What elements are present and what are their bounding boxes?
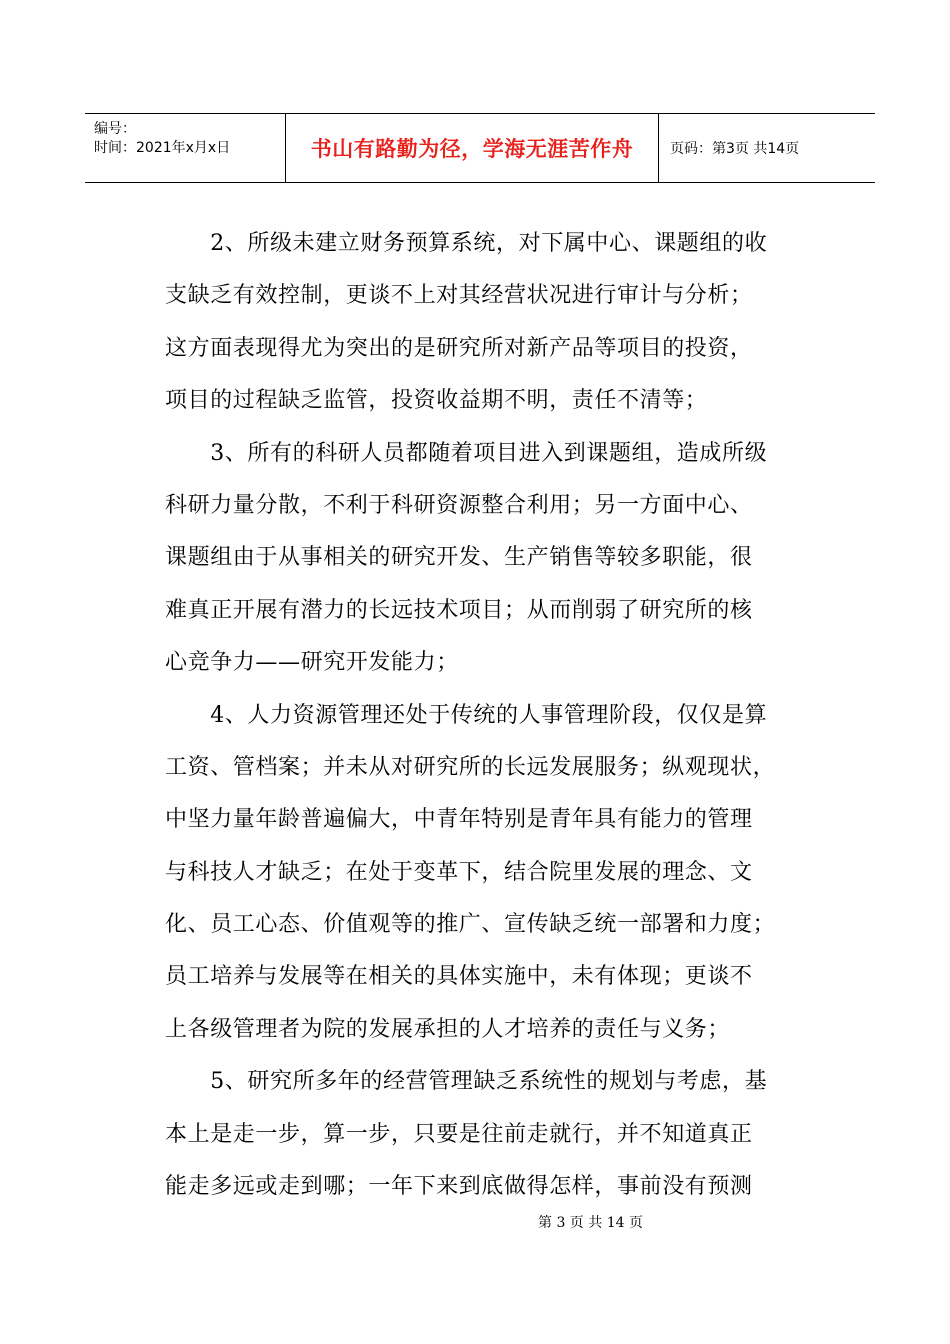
body-line: 员工培养与发展等在相关的具体实施中，未有体现；更谈不 bbox=[165, 964, 753, 990]
body-line: 支缺乏有效控制，更谈不上对其经营状况进行审计与分析； bbox=[165, 283, 753, 309]
body-line: 工资、管档案；并未从对研究所的长远发展服务；纵观现状， bbox=[165, 754, 776, 780]
header-page-code: 页码：第3页 共14页 bbox=[670, 141, 800, 157]
header-page-cell bbox=[659, 114, 875, 182]
document-header bbox=[85, 113, 875, 183]
header-info-cell bbox=[85, 114, 286, 182]
document-time-label: 时间：2021年x月x日 bbox=[94, 140, 231, 156]
body-line: 2、所级未建立财务预算系统，对下属中心、课题组的收 bbox=[165, 231, 768, 256]
body-line: 项目的过程缺乏监管，投资收益期不明，责任不清等； bbox=[165, 388, 708, 414]
body-line: 课题组由于从事相关的研究开发、生产销售等较多职能，很 bbox=[165, 545, 753, 571]
body-line: 能走多远或走到哪；一年下来到底做得怎样，事前没有预测 bbox=[165, 1174, 753, 1200]
body-line: 中坚力量年龄普遍偏大，中青年特别是青年具有能力的管理 bbox=[165, 807, 753, 833]
header-motto-cell bbox=[286, 114, 659, 182]
body-line: 本上是走一步，算一步，只要是往前走就行，并不知道真正 bbox=[165, 1121, 753, 1147]
document-number-label: 编号： bbox=[94, 121, 136, 137]
document-body bbox=[165, 218, 795, 1213]
body-line: 3、所有的科研人员都随着项目进入到课题组，造成所级 bbox=[165, 440, 768, 466]
body-line: 科研力量分散，不利于科研资源整合利用；另一方面中心、 bbox=[165, 492, 753, 518]
body-line: 这方面表现得尤为突出的是研究所对新产品等项目的投资， bbox=[165, 335, 753, 361]
body-line: 与科技人才缺乏；在处于变革下，结合院里发展的理念、文 bbox=[165, 859, 753, 885]
body-line: 化、员工心态、价值观等的推广、宣传缺乏统一部署和力度； bbox=[165, 912, 776, 938]
header-motto: 书山有路勤为径，学海无涯苦作舟 bbox=[310, 137, 634, 161]
body-line: 4、人力资源管理还处于传统的人事管理阶段，仅仅是算 bbox=[165, 702, 768, 728]
body-line: 心竞争力——研究开发能力； bbox=[165, 650, 459, 676]
body-line: 5、研究所多年的经营管理缺乏系统性的规划与考虑，基 bbox=[165, 1069, 768, 1095]
body-line: 上各级管理者为院的发展承担的人才培养的责任与义务； bbox=[165, 1016, 731, 1042]
body-line: 难真正开展有潜力的长远技术项目；从而削弱了研究所的核 bbox=[165, 597, 753, 623]
footer-page-number: 第 3 页 共 14 页 bbox=[538, 1215, 643, 1231]
